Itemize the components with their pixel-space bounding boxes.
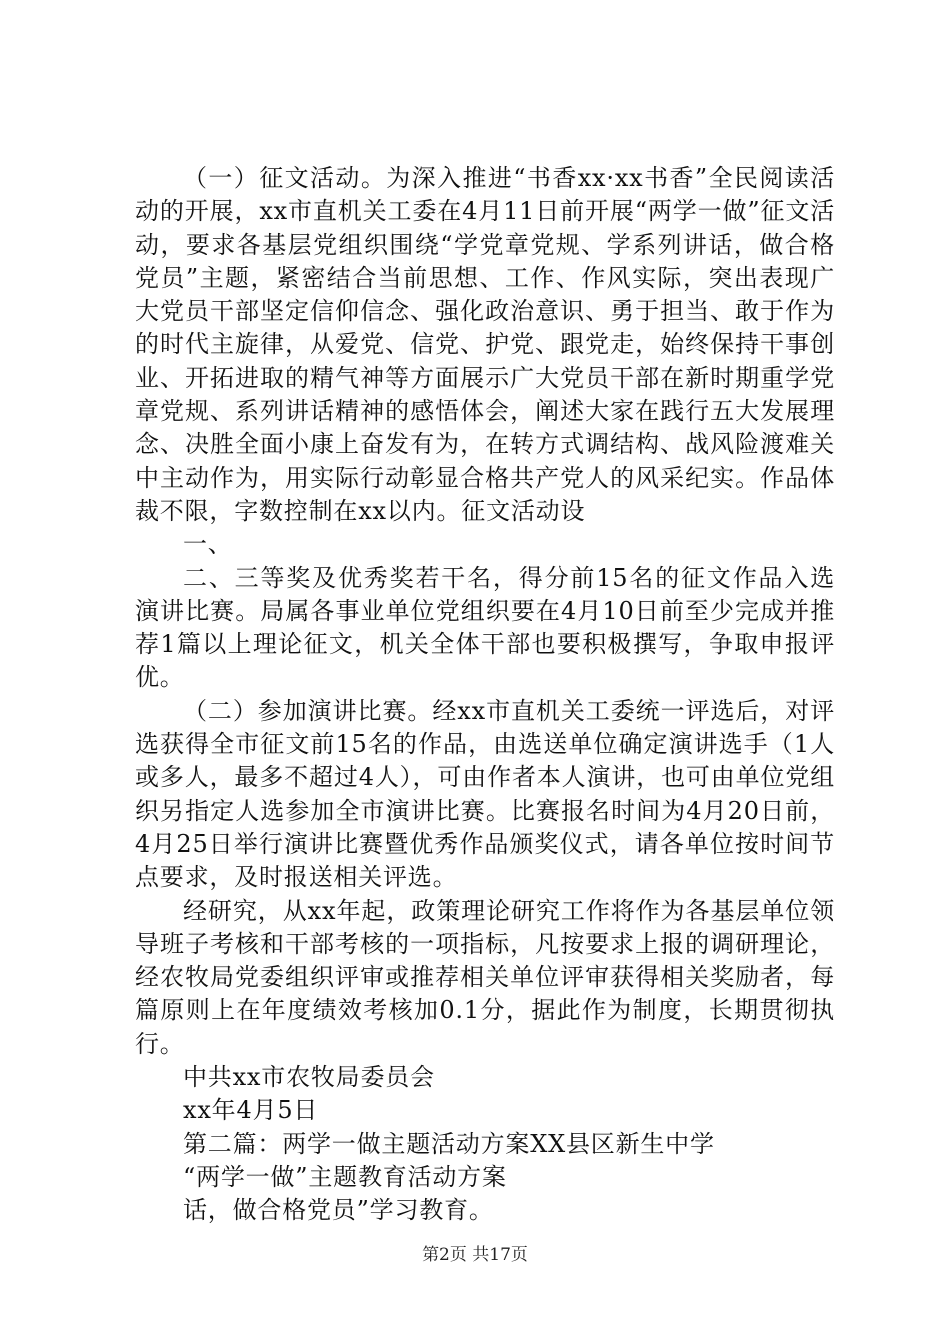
paragraph-speech-contest: （二）参加演讲比赛。经xx市直机关工委统一评选后，对评选获得全市征文前15名的作品，由选送单位确定演讲选手（1人或多人，最多不超过4人），可由作者本人演讲，也可由单位党组织另指定人选参加全市演讲比赛。比赛报名时间为4月20日前，4月25日举行演讲比赛暨优秀作品颁奖仪式，请各单位按时间节点要求，及时报送相关评选。: [135, 696, 835, 892]
paragraph-essay-activity: （一）征文活动。为深入推进“书香xx·xx书香”全民阅读活动的开展，xx市直机关工委在4月11日前开展“两学一做”征文活动，要求各基层党组织围绕“学党章党规、学系列讲话，做合格党员”主题，紧密结合当前思想、工作、作风实际，突出表现广大党员干部坚定信仰信念、强化政治意识、勇于担当、敢于作为的时代主旋律，从爱党、信党、护党、跟党走，始终保持干事创业、开拓进取的精气神等方面展示广大党员干部在新时期重学党章党规、系列讲话精神的感悟体会，阐述大家在践行五大发展理念、决胜全面小康上奋发有为，在转方式调结构、战风险渡难关中主动作为，用实际行动彰显合格共产党人的风采纪实。作品体裁不限，字数控制在xx以内。征文活动设: [135, 164, 835, 525]
page-footer: 第2页 共17页: [422, 1245, 528, 1265]
paragraph-awards: 二、三等奖及优秀奖若干名，得分前15名的征文作品入选演讲比赛。局属各事业单位党组织要在4月10日前至少完成并推荐1篇以上理论征文，机关全体干部也要积极撰写，争取申报评优。: [135, 563, 835, 692]
paragraph-research-policy: 经研究，从xx年起，政策理论研究工作将作为各基层单位领导班子考核和干部考核的一项指标，凡按要求上报的调研理论，经农牧局党委组织评审或推荐相关单位评审获得相关奖励者，每篇原则上在年度绩效考核加0.1分，据此作为制度，长期贯彻执行。: [135, 896, 835, 1058]
paragraph-first-prize: 一、: [183, 530, 233, 559]
section-subtitle: “两学一做”主题教育活动方案: [183, 1162, 507, 1191]
signature-date: xx年4月5日: [183, 1096, 319, 1125]
signature-organization: 中共xx市农牧局委员会: [183, 1063, 435, 1092]
section-heading: 第二篇：两学一做主题活动方案XX县区新生中学: [183, 1129, 715, 1158]
paragraph-fragment: 话，做合格党员”学习教育。: [183, 1196, 494, 1225]
document-body: [135, 162, 835, 1228]
